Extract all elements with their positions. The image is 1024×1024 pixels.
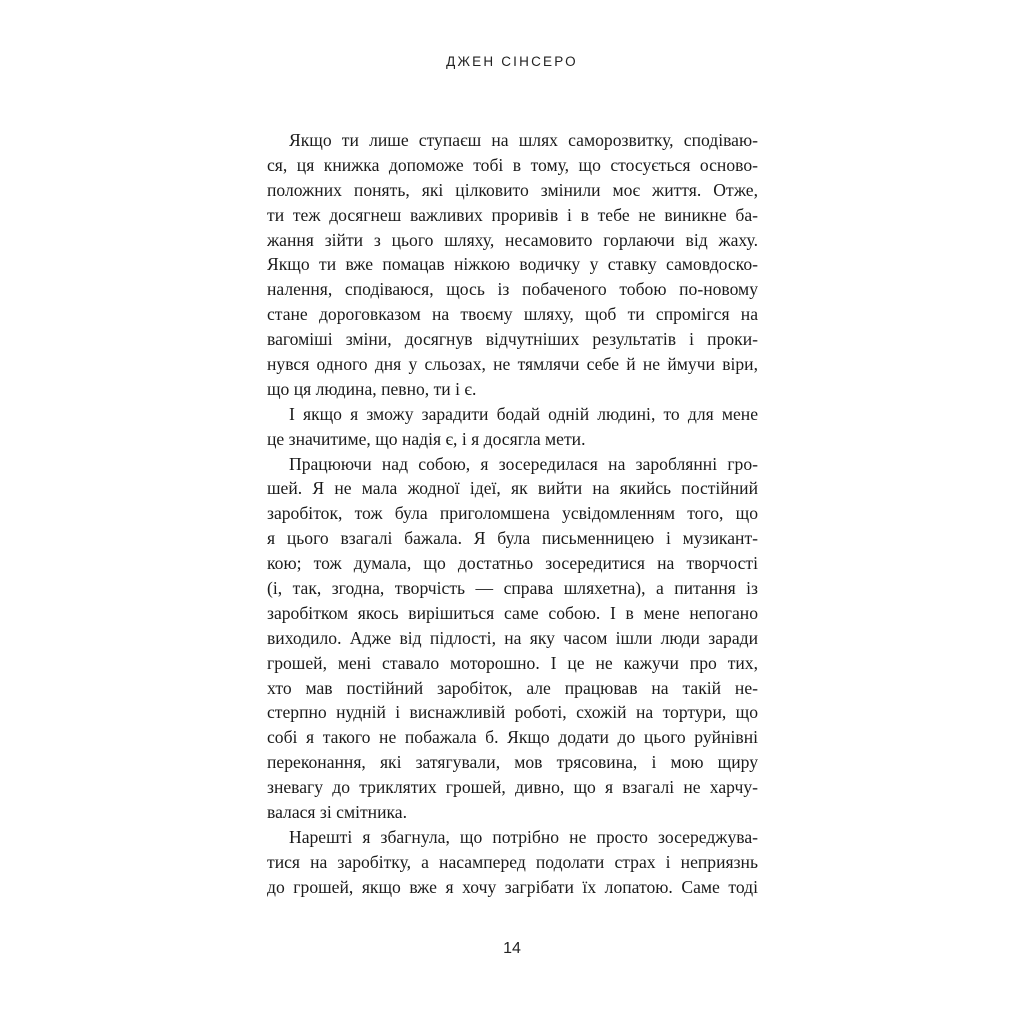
text-line: положних понять, які цілковито змінили моє життя. Отже, [267, 179, 758, 200]
paragraph [267, 402, 758, 452]
text-line: заробітком якось вирішиться саме собою. І в мене непогано [267, 602, 758, 623]
text-line: Якщо ти лише ступаєш на шлях саморозвитку, сподіваю- [289, 130, 758, 150]
text-line: Якщо ти вже помацав ніжкою водичку у ставку самовдоско- [267, 254, 758, 275]
page-number: 14 [503, 940, 521, 957]
text-line: шей. Я не мала жодної ідеї, як вийти на якийсь постійний [267, 478, 758, 499]
text-line: кою; тож думала, що достатньо зосередитися на творчості [267, 553, 758, 574]
text-line: виходило. Адже від підлості, на яку часом ішли люди заради [267, 627, 758, 648]
text-line: грошей, мені ставало моторошно. І це не кажучи про тих, [267, 652, 758, 673]
text-line: хто мав постійний заробіток, але працював на такій не- [267, 677, 758, 698]
paragraph [267, 128, 758, 402]
text-line: що ця людина, певно, ти і є. [267, 378, 477, 399]
text-line: валася зі смітника. [267, 802, 408, 823]
text-line: (і, так, згодна, творчість — справа шляхетна), а питання із [267, 578, 758, 599]
text-line: Нарешті я збагнула, що потрібно не просто зосереджува- [289, 826, 758, 847]
text-line: заробіток, тож була приголомшена усвідомленням того, що [267, 503, 758, 524]
running-head: ДЖЕН СІНСЕРО [446, 54, 578, 69]
paragraph [267, 452, 758, 825]
text-line: це значитиме, що надія є, і я досягла мети. [267, 428, 586, 449]
text-line: собі я такого не побажала б. Якщо додати до цього руйнівні [267, 727, 758, 748]
text-line: І якщо я зможу зарадити бодай одній людині, то для мене [289, 403, 758, 424]
text-line: зневагу до триклятих грошей, дивно, що я взагалі не харчу- [267, 777, 758, 798]
text-line: нувся одного дня у сльозах, не тямлячи себе й не ймучи віри, [267, 354, 758, 375]
text-line: жання зійти з цього шляху, несамовито горлаючи від жаху. [267, 229, 758, 250]
text-line: ся, ця книжка допоможе тобі в тому, що стосується осново- [267, 154, 758, 175]
text-line: налення, сподіваюся, щось із побаченого тобою по-новому [267, 279, 758, 300]
text-line: вагоміші зміни, досягнув відчутніших результатів і проки- [267, 329, 758, 350]
text-line: стане дороговказом на твоєму шляху, щоб ти спромігся на [267, 304, 758, 325]
text-line: ти теж досягнеш важливих проривів і в тебе не виникне ба- [267, 204, 758, 225]
text-line: я цього взагалі бажала. Я була письменницею і музикант- [267, 528, 758, 549]
text-line: Працюючи над собою, я зосередилася на зароблянні гро- [289, 453, 758, 474]
body-text [267, 128, 758, 900]
text-line: стерпно нудній і виснажливій роботі, схожій на тортури, що [267, 702, 758, 723]
text-line: до грошей, якщо вже я хочу загрібати їх лопатою. Саме тоді [267, 876, 758, 897]
text-line: переконання, які затягували, мов трясовина, і мою щиру [267, 752, 758, 773]
paragraph [267, 825, 758, 900]
text-line: тися на заробітку, а насамперед подолати страх і неприязнь [267, 851, 758, 872]
